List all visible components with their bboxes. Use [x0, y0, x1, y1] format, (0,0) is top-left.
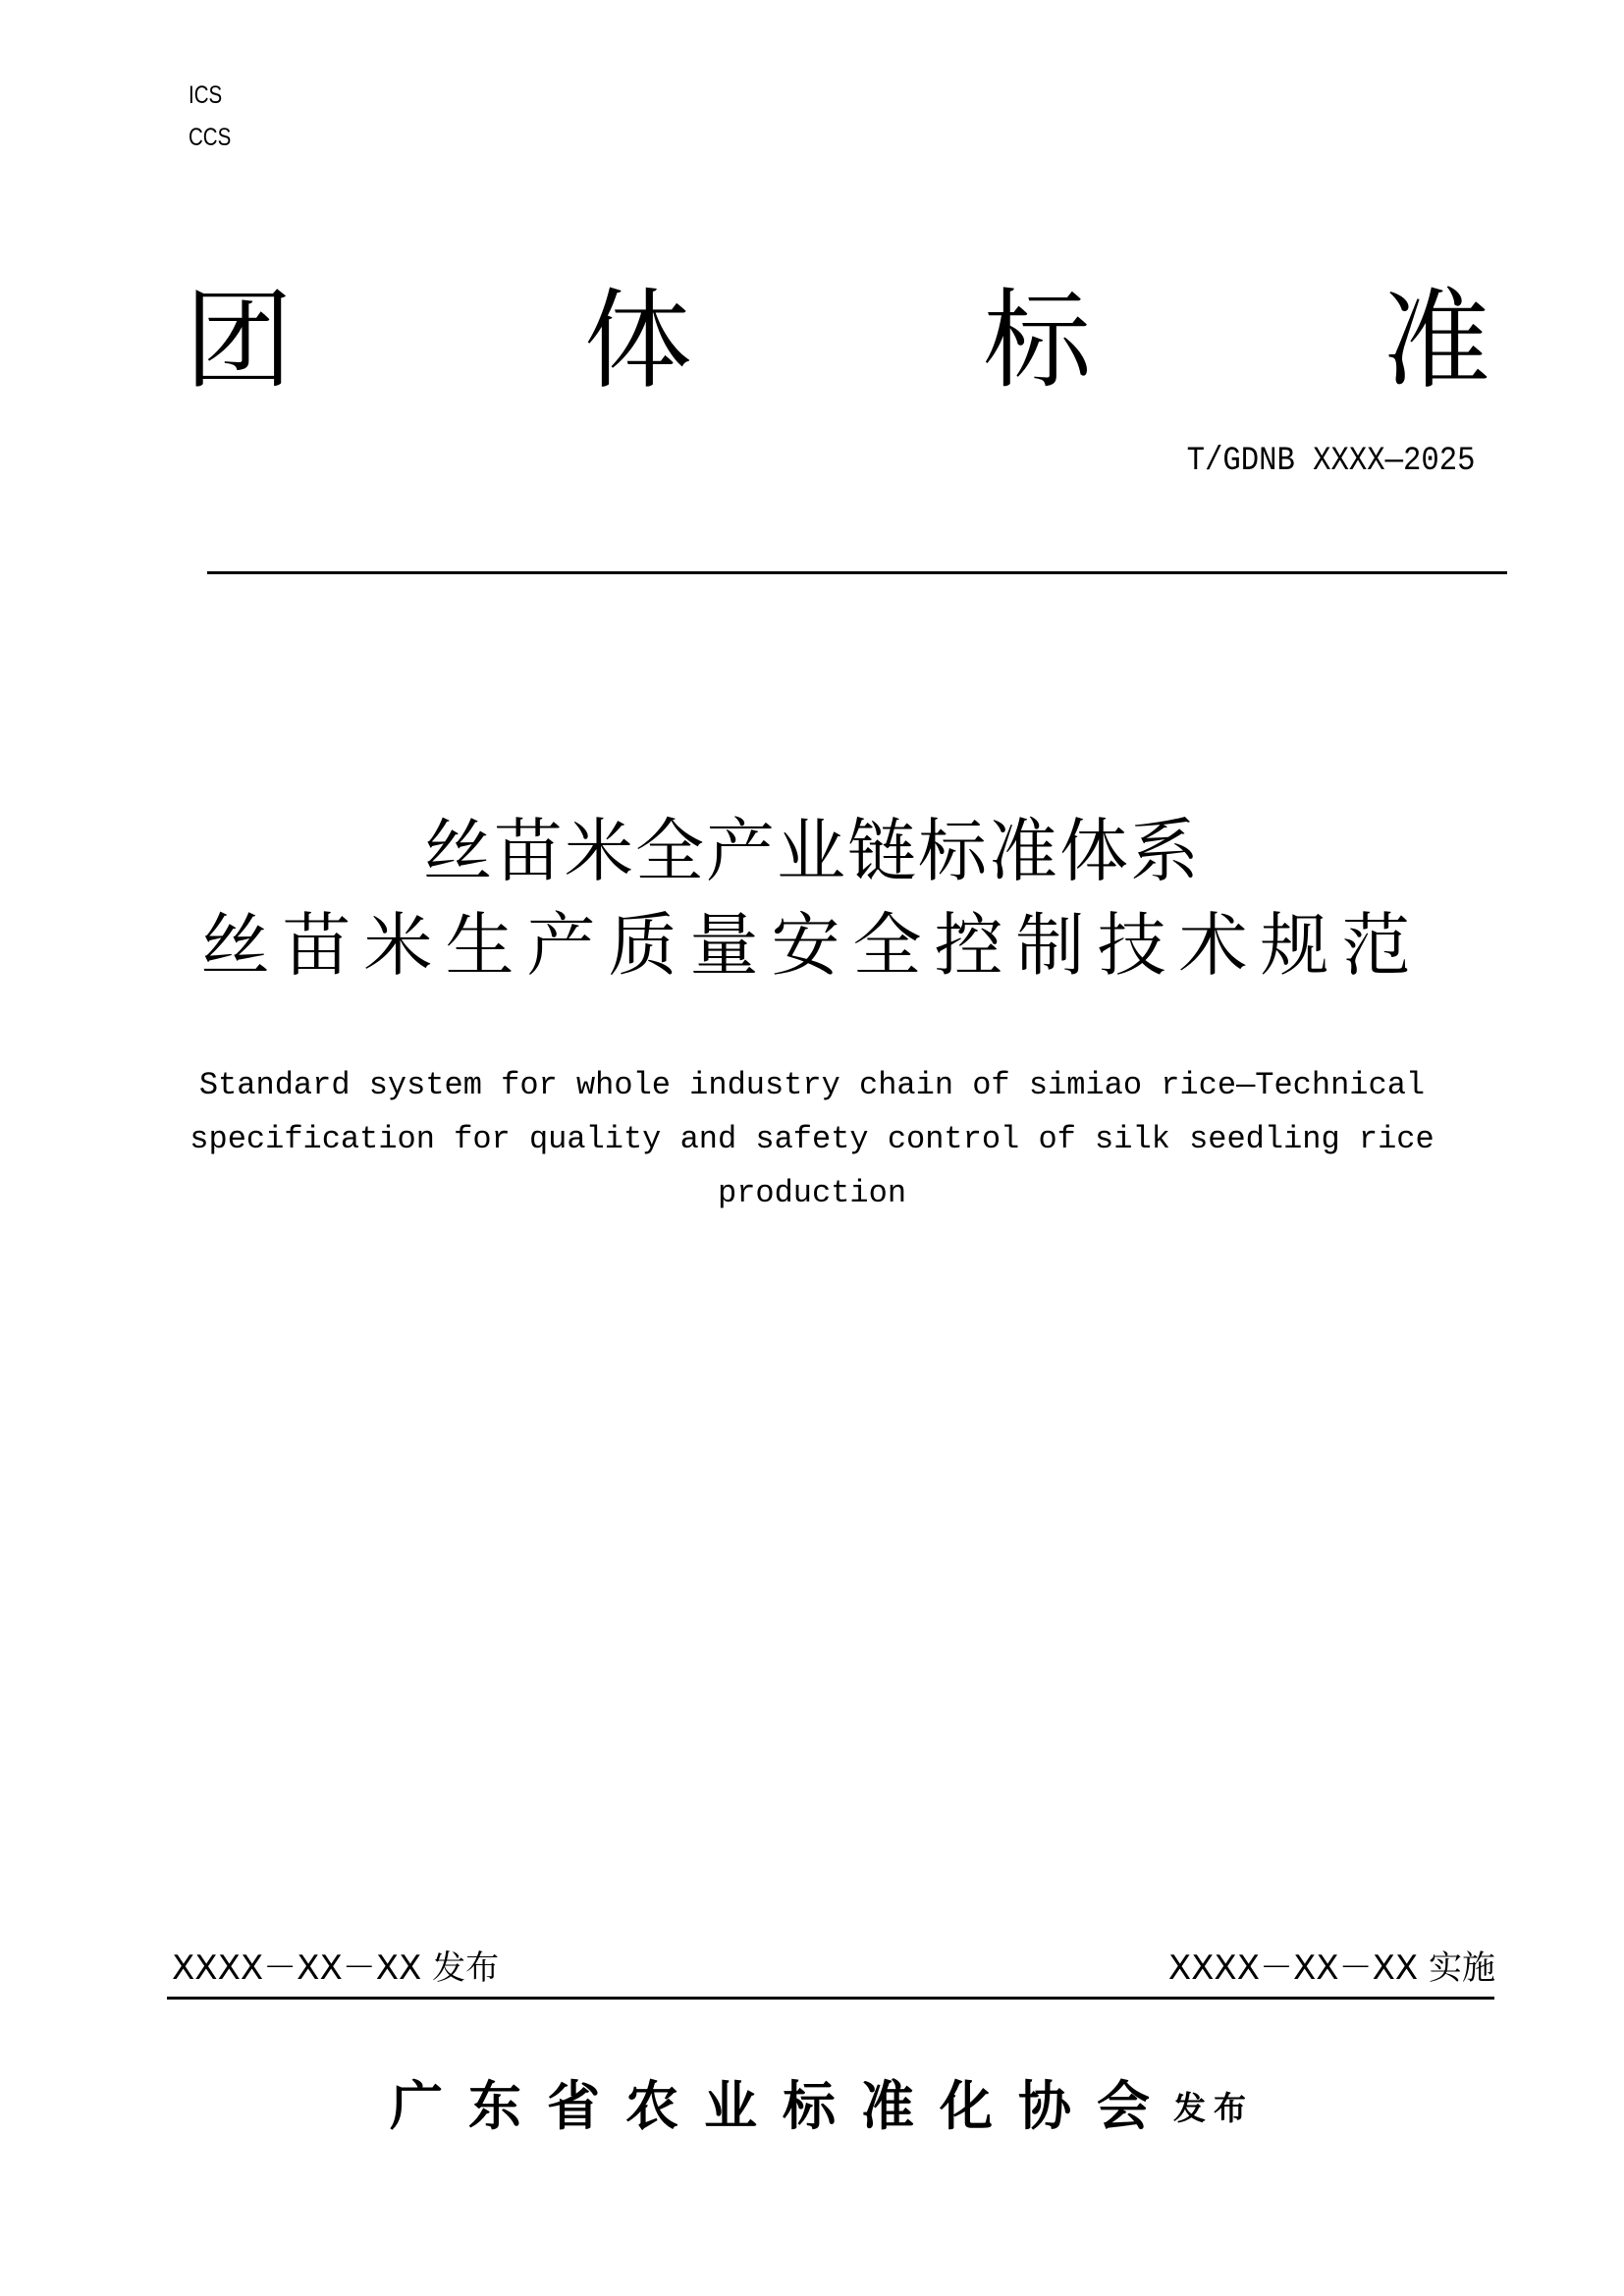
- issue-date: XXXX－XX－XX 发布: [172, 1949, 500, 1988]
- standard-type-char: 标: [983, 278, 1092, 403]
- english-title-line: Standard system for whole industry chain of simiao rice—Technical: [198, 1067, 1426, 1103]
- implementation-date: XXXX－XX－XX 实施: [1167, 1949, 1495, 1988]
- publisher-name: 广东省农业标准化协会: [390, 2074, 1175, 2137]
- english-title-line: specification for quality and safety control of silk seedling rice: [189, 1121, 1435, 1157]
- standard-type-char: 准: [1381, 278, 1490, 403]
- english-title-line: production: [717, 1175, 907, 1211]
- standard-type-char: 团: [185, 278, 293, 403]
- header-divider: [207, 571, 1507, 574]
- ics-code-label: ICS: [189, 81, 223, 109]
- chinese-title-line-1: 丝苗米全产业链标准体系: [423, 811, 1201, 891]
- publisher-action: 发布: [1173, 2089, 1254, 2127]
- english-title: [177, 1058, 1447, 1220]
- standard-type-heading: [185, 280, 1490, 402]
- chinese-title-line-2: 丝苗米生产质量安全控制技术规范: [200, 905, 1424, 986]
- footer-divider: [167, 1997, 1494, 2000]
- ccs-code-label: CCS: [189, 124, 232, 151]
- document-number: T/GDNB XXXX—2025: [1186, 443, 1475, 480]
- standard-type-char: 体: [583, 278, 692, 403]
